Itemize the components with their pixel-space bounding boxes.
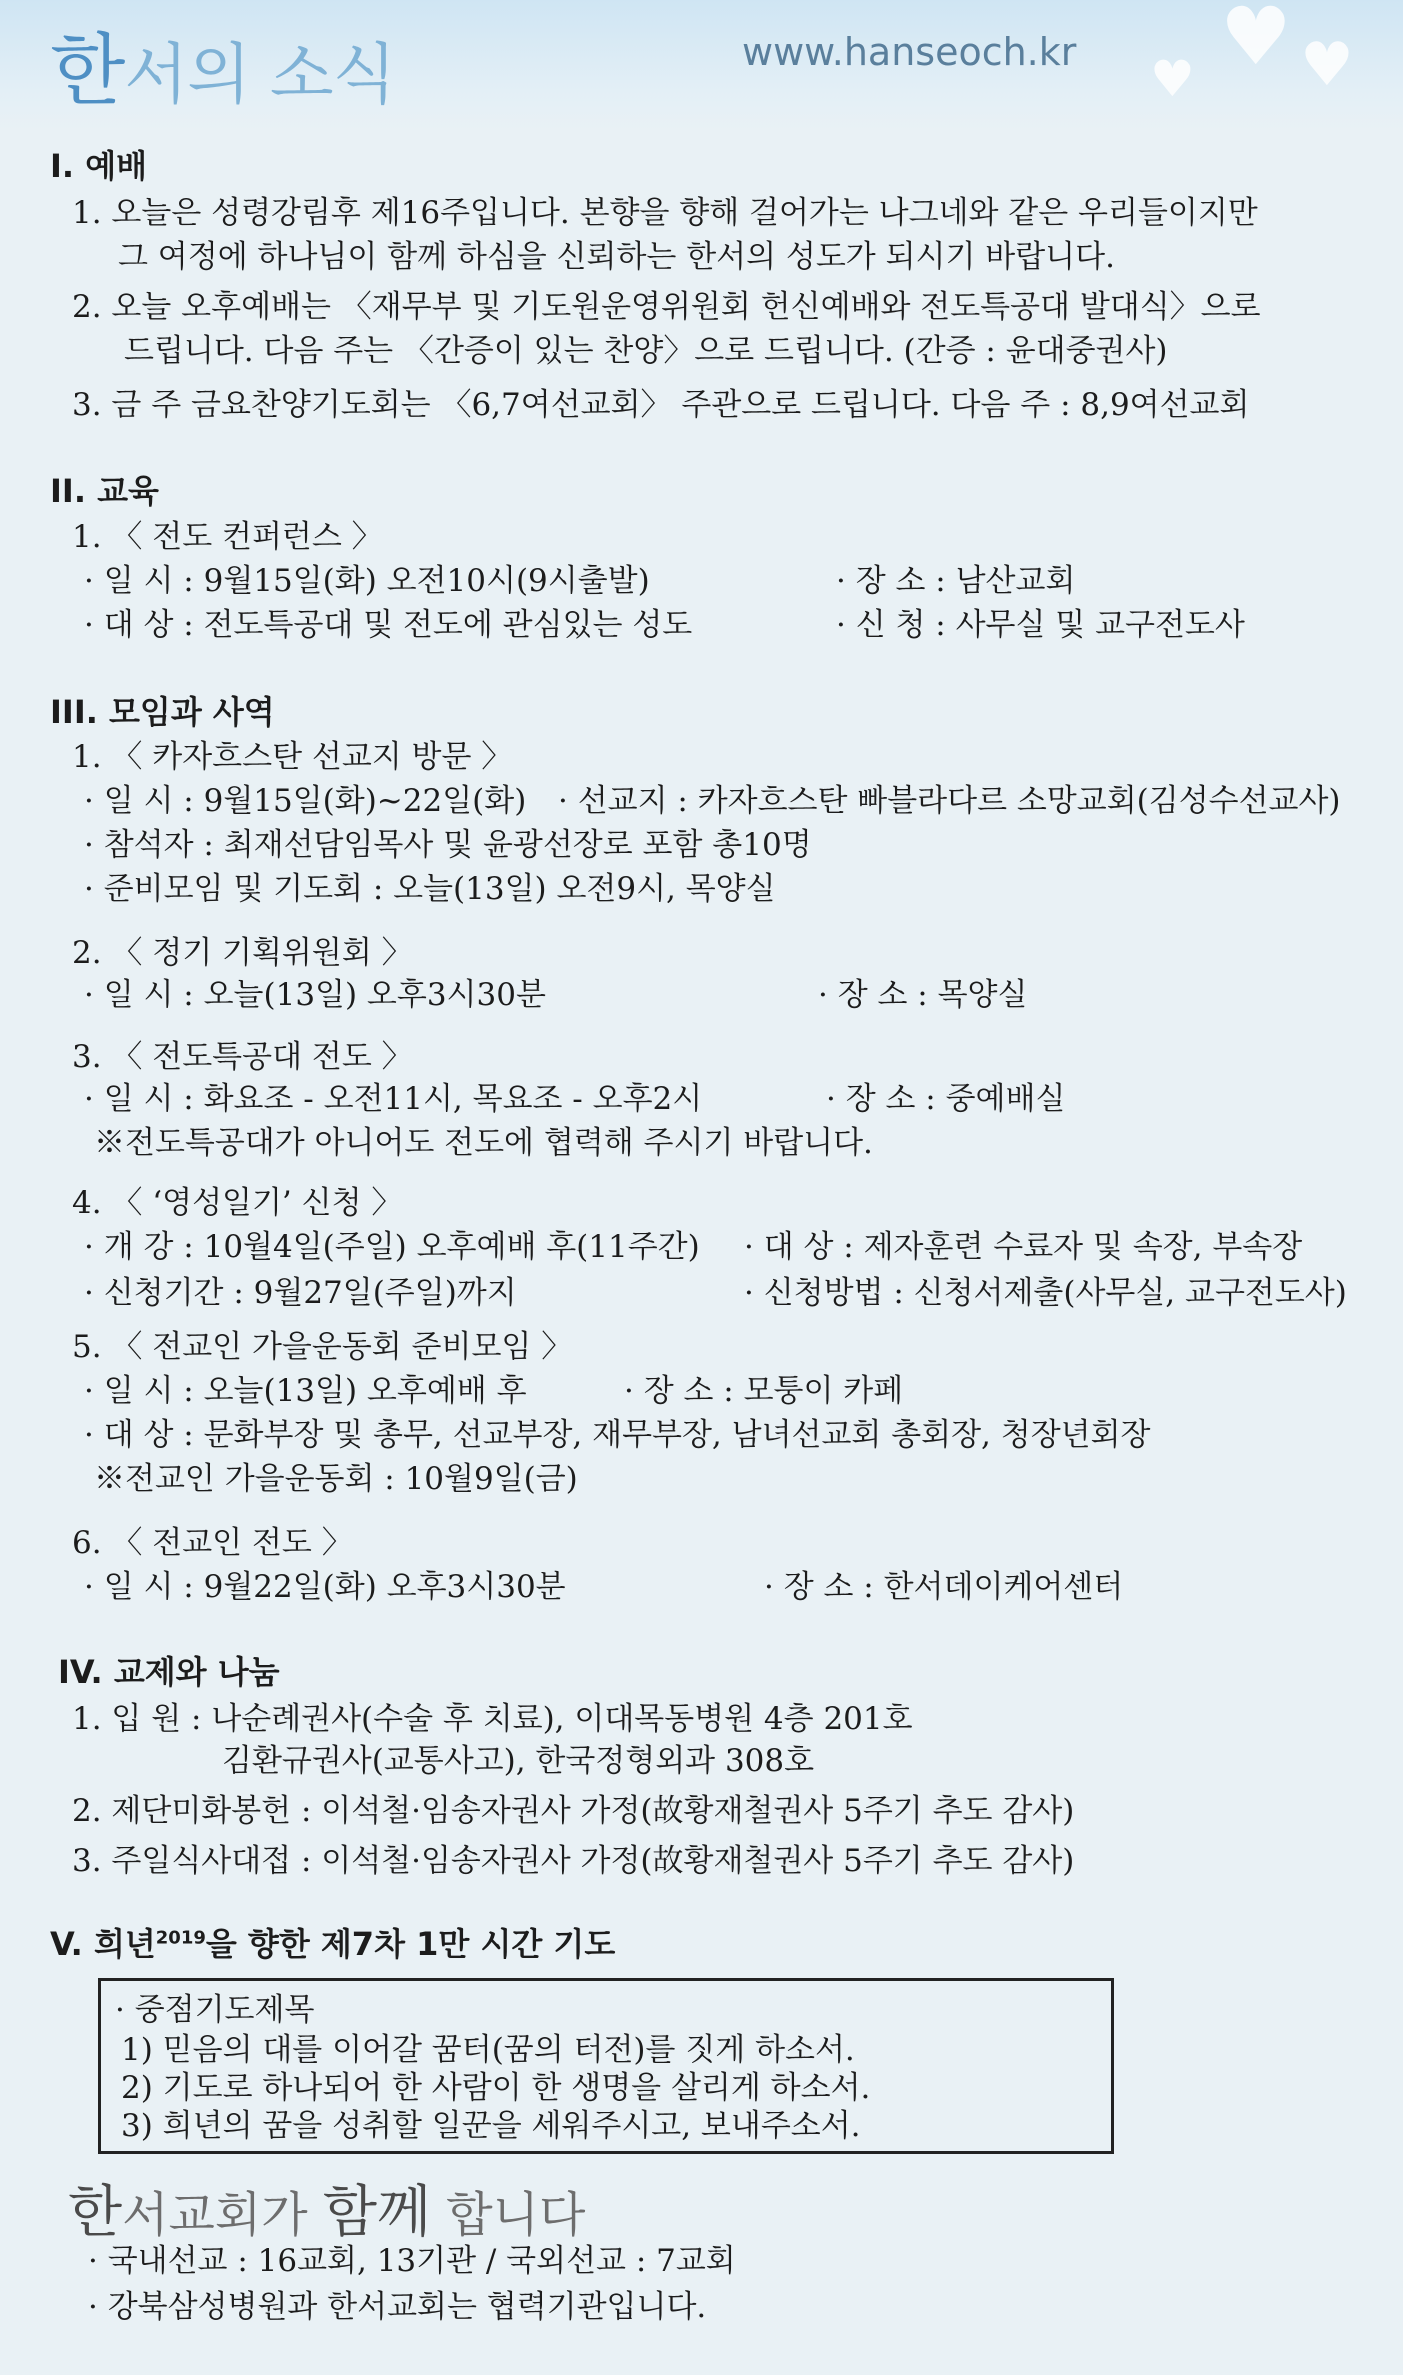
text-line: 드립니다. 다음 주는 〈간증이 있는 찬양〉으로 드립니다. (간증 : 윤대중권사) [124, 333, 1168, 369]
box-title: · 중점기도제목 [115, 1992, 315, 2028]
text-line: · 대 상 : 전도특공대 및 전도에 관심있는 성도 [84, 607, 693, 643]
text-line: 1. 오늘은 성령강림후 제16주입니다. 본향을 향해 걸어가는 나그네와 같은 우리들이지만 [72, 195, 1258, 231]
newsletter-title: 한서의 소식 [50, 26, 396, 116]
text-line: · 장 소 : 목양실 [818, 977, 1028, 1013]
section-heading: II. 교육 [50, 472, 159, 510]
text-line: 3. 금 주 금요찬양기도회는 〈6,7여선교회〉 주관으로 드립니다. 다음 주 : 8,9여선교회 [72, 387, 1250, 423]
text-line: · 국내선교 : 16교회, 13기관 / 국외선교 : 7교회 [88, 2243, 736, 2279]
prayer-box [98, 1978, 1114, 2154]
item-title: 6. 〈 전교인 전도 〉 [72, 1525, 353, 1561]
closing-slogan: 한서교회가 함께 합니다 [68, 2180, 586, 2245]
note-line: ※전도특공대가 아니어도 전도에 협력해 주시기 바랍니다. [94, 1125, 873, 1161]
text-line: · 일 시 : 오늘(13일) 오후3시30분 [84, 977, 546, 1013]
text-line: · 장 소 : 중예배실 [826, 1081, 1066, 1117]
section-heading: IV. 교제와 나눔 [58, 1653, 280, 1691]
text-line: · 장 소 : 모퉁이 카페 [624, 1373, 904, 1409]
text-line: · 일 시 : 9월15일(화) 오전10시(9시출발) [84, 563, 650, 599]
text-line: 2. 제단미화봉헌 : 이석철·임송자권사 가정(故황재철권사 5주기 추도 감사) [72, 1793, 1075, 1829]
text-line: · 선교지 : 카자흐스탄 빠블라다르 소망교회(김성수선교사) [558, 783, 1341, 819]
text-line: · 장 소 : 한서데이케어센터 [764, 1569, 1124, 1605]
text-line: · 신청방법 : 신청서제출(사무실, 교구전도사) [744, 1275, 1347, 1311]
text-line: 김환규권사(교통사고), 한국정형외과 308호 [222, 1743, 815, 1779]
section-heading: V. 희년$^{2019}$을 향한 제7차 1만 시간 기도 [50, 1925, 616, 1963]
text-line: · 일 시 : 오늘(13일) 오후예배 후 [84, 1373, 527, 1409]
prayer-item: 3) 희년의 꿈을 성취할 일꾼을 세워주시고, 보내주소서. [121, 2108, 861, 2144]
item-title: 4. 〈 ‘영성일기’ 신청 〉 [72, 1185, 403, 1221]
item-title: 3. 〈 전도특공대 전도 〉 [72, 1039, 413, 1075]
text-line: 1. 입 원 : 나순례권사(수술 후 치료), 이대목동병원 4층 201호 [72, 1701, 913, 1737]
text-line: · 참석자 : 최재선담임목사 및 윤광선장로 포함 총10명 [84, 827, 812, 863]
prayer-item: 1) 믿음의 대를 이어갈 꿈터(꿈의 터전)를 짓게 하소서. [121, 2032, 855, 2068]
heart-icon: ♥ [1150, 50, 1195, 108]
website-url[interactable]: www.hanseoch.kr [742, 30, 1077, 74]
section-heading: III. 모임과 사역 [50, 693, 275, 731]
item-title: 1. 〈 카자흐스탄 선교지 방문 〉 [72, 739, 513, 775]
prayer-item: 2) 기도로 하나되어 한 사람이 한 생명을 살리게 하소서. [121, 2070, 871, 2106]
text-line: · 신 청 : 사무실 및 교구전도사 [836, 607, 1245, 643]
text-line: · 대 상 : 문화부장 및 총무, 선교부장, 재무부장, 남녀선교회 총회장, 청장년회장 [84, 1417, 1151, 1453]
text-line: · 준비모임 및 기도회 : 오늘(13일) 오전9시, 목양실 [84, 871, 776, 907]
text-line: · 신청기간 : 9월27일(주일)까지 [84, 1275, 517, 1311]
section-heading: I. 예배 [50, 147, 148, 185]
item-title: 1. 〈 전도 컨퍼런스 〉 [72, 519, 383, 555]
text-line: 3. 주일식사대접 : 이석철·임송자권사 가정(故황재철권사 5주기 추도 감사) [72, 1843, 1075, 1879]
text-line: 2. 오늘 오후예배는 〈재무부 및 기도원운영위원회 헌신예배와 전도특공대 발대식〉으로 [72, 289, 1261, 325]
text-line: · 일 시 : 9월15일(화)~22일(화) [84, 783, 527, 819]
text-line: · 대 상 : 제자훈련 수료자 및 속장, 부속장 [744, 1229, 1303, 1265]
text-line: · 일 시 : 9월22일(화) 오후3시30분 [84, 1569, 566, 1605]
item-title: 5. 〈 전교인 가을운동회 준비모임 〉 [72, 1329, 573, 1365]
text-line: · 개 강 : 10월4일(주일) 오후예배 후(11주간) [84, 1229, 700, 1265]
text-line: 그 여정에 하나님이 함께 하심을 신뢰하는 한서의 성도가 되시기 바랍니다. [118, 239, 1115, 275]
text-line: · 장 소 : 남산교회 [836, 563, 1076, 599]
note-line: ※전교인 가을운동회 : 10월9일(금) [94, 1461, 578, 1497]
text-line: · 강북삼성병원과 한서교회는 협력기관입니다. [88, 2289, 707, 2325]
item-title: 2. 〈 정기 기획위원회 〉 [72, 935, 413, 971]
heart-icon: ♥ [1220, 0, 1292, 83]
heart-icon: ♥ [1300, 30, 1354, 100]
text-line: · 일 시 : 화요조 - 오전11시, 목요조 - 오후2시 [84, 1081, 703, 1117]
